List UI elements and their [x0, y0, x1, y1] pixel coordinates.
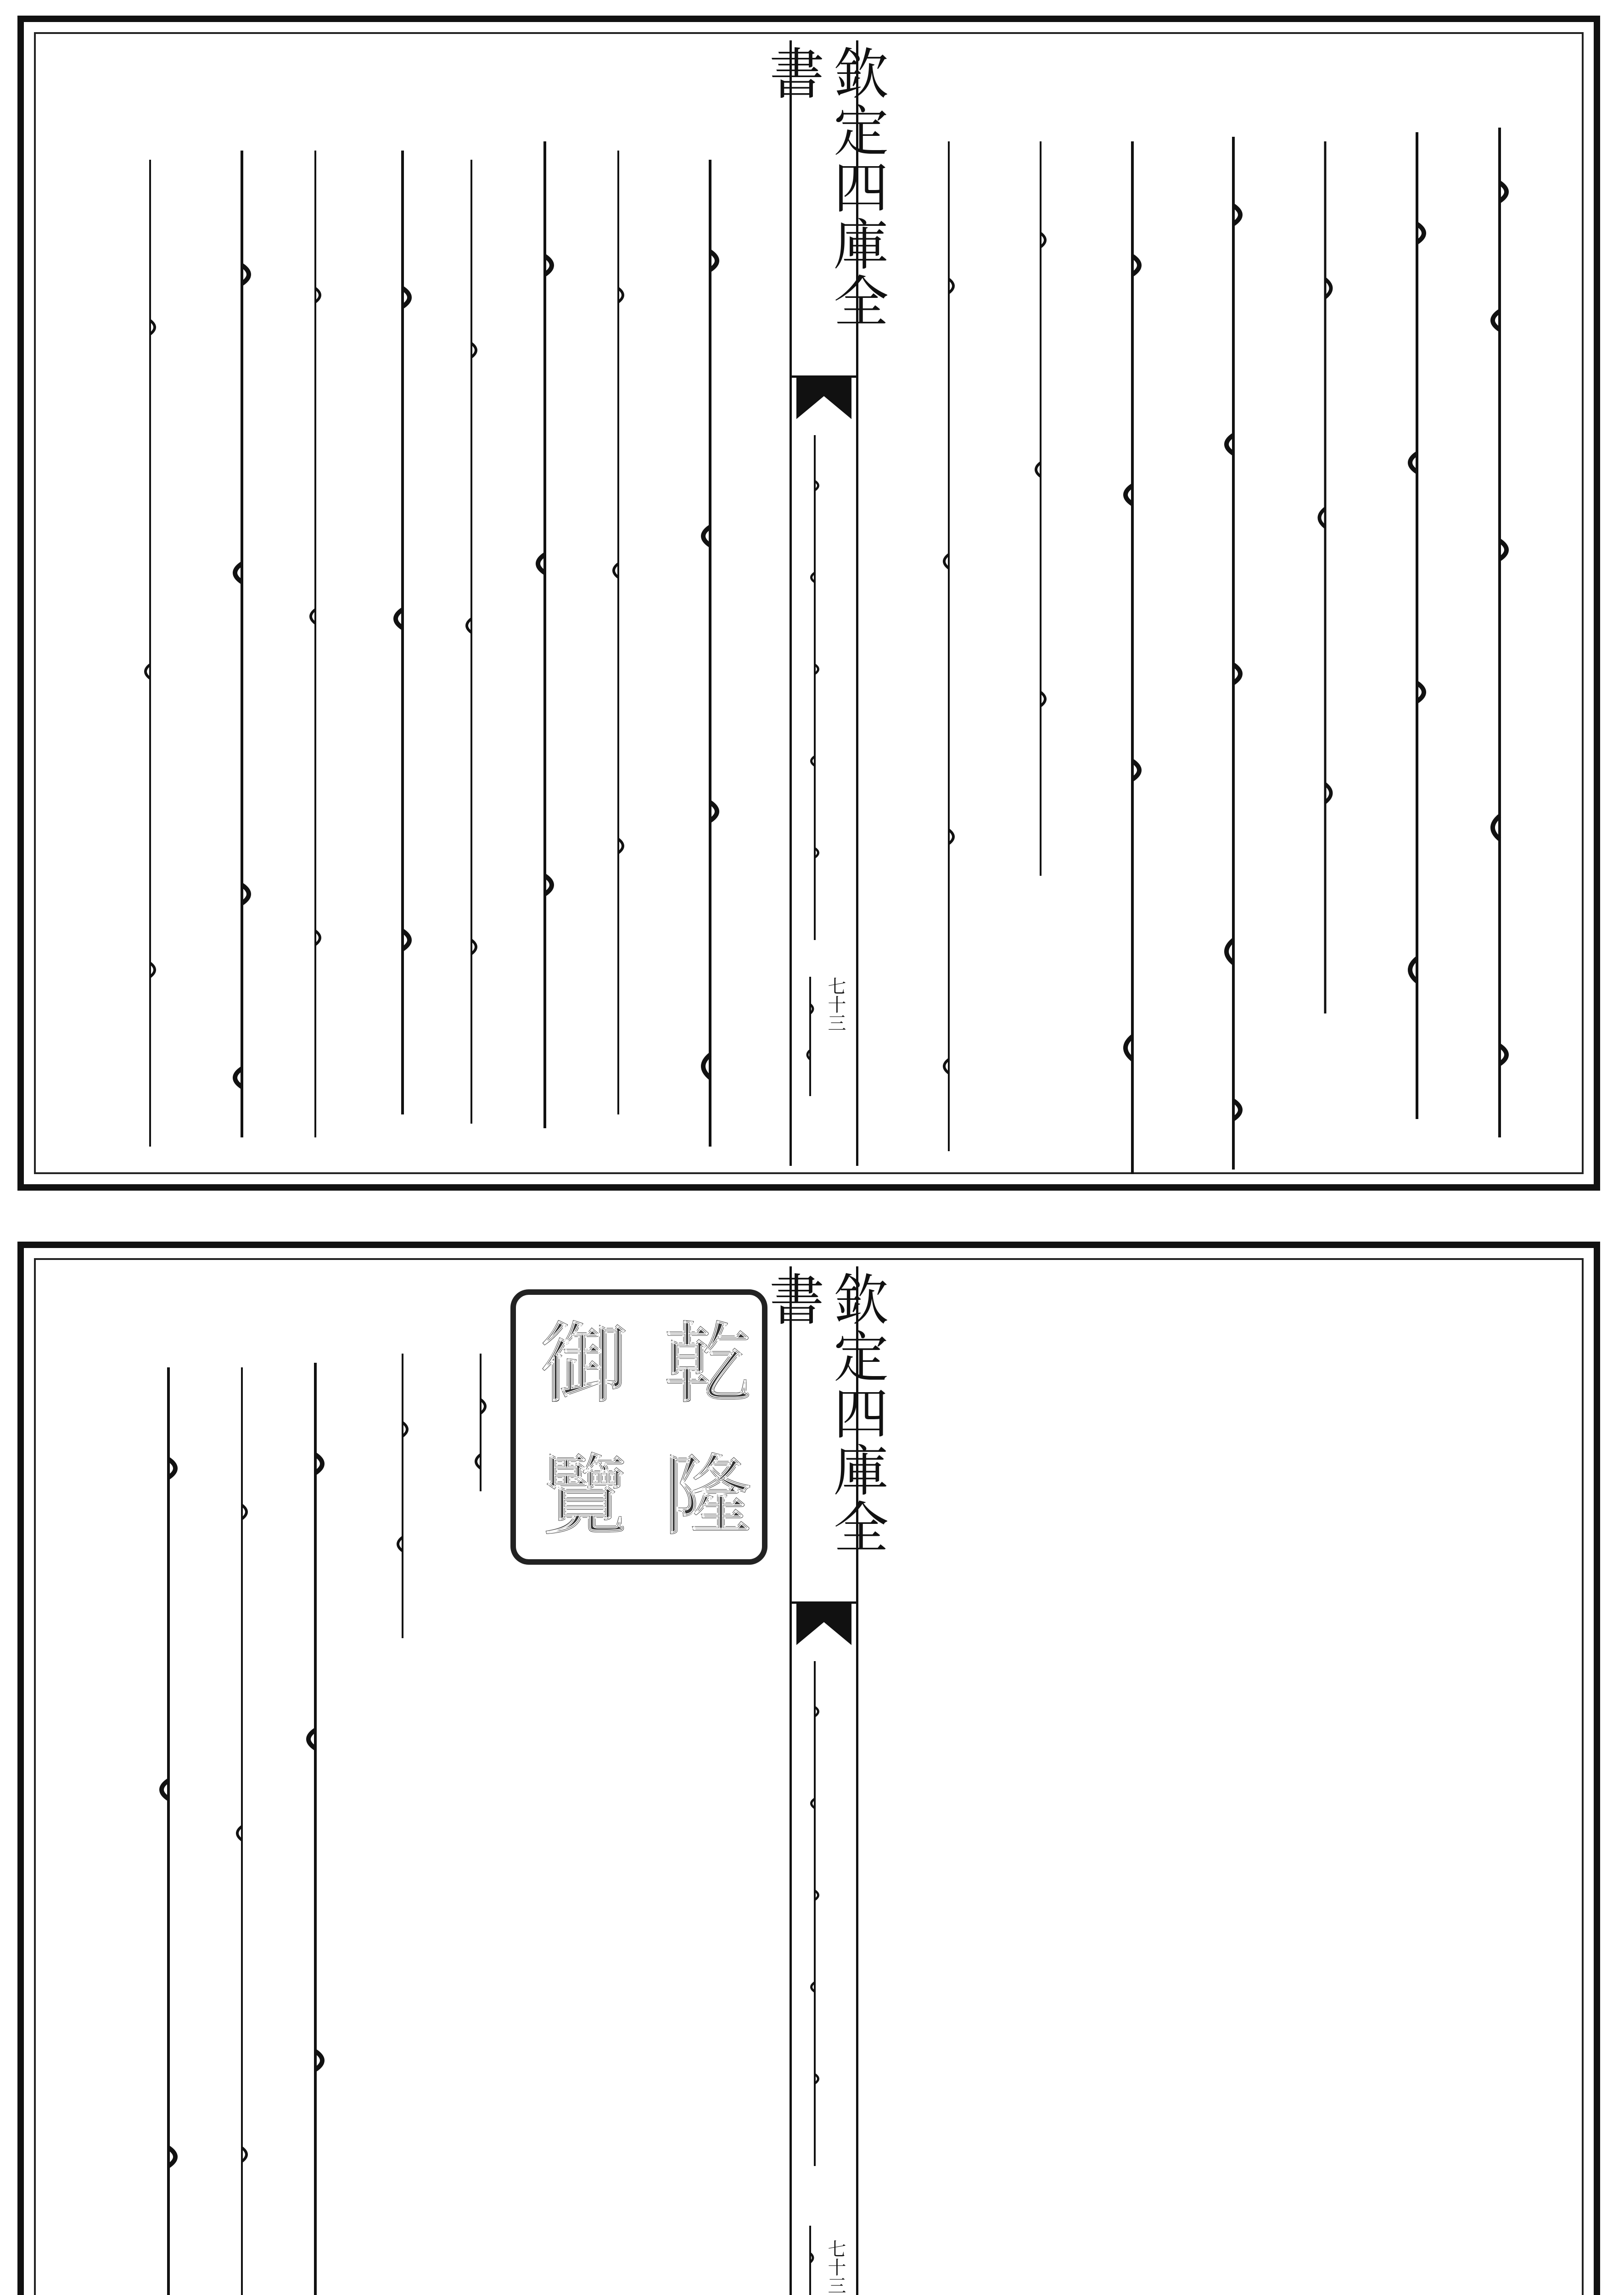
manchu-volume-label — [801, 2226, 819, 2295]
manchu-text-column — [299, 1363, 331, 2295]
manchu-text-column — [1025, 141, 1057, 876]
manchu-text-column — [455, 160, 487, 1124]
top-sheet — [17, 16, 1600, 1191]
manchu-text-column — [386, 1354, 419, 1638]
center-body — [792, 1652, 856, 2295]
manchu-text-column — [1217, 137, 1249, 1170]
folio-number: 七十三 — [825, 2239, 846, 2295]
manchu-text-column — [933, 141, 965, 1151]
manchu-text-column — [465, 1354, 497, 1491]
manchu-text-column — [529, 141, 561, 1128]
center-title: 欽定四庫全書 — [792, 45, 856, 378]
seal-character: 御 — [526, 1317, 629, 1405]
manchu-chapter-heading — [806, 435, 824, 940]
fish-tail-mark — [796, 1604, 851, 1645]
center-column — [760, 40, 888, 1166]
center-title: 欽定四庫全書 — [792, 1271, 856, 1604]
manchu-text-column — [602, 151, 634, 1114]
manchu-text-column — [152, 1367, 185, 2295]
seal-character: 乾 — [650, 1317, 752, 1405]
bottom-sheet — [17, 1242, 1600, 2295]
manchu-text-column — [694, 160, 726, 1147]
seal-character: 覽 — [526, 1450, 629, 1537]
manchu-text-column — [1484, 128, 1516, 1137]
center-column — [760, 1266, 888, 2295]
manchu-volume-label — [801, 977, 819, 1096]
folio-number: 七十三 — [825, 977, 846, 1032]
manchu-text-column — [226, 1367, 258, 2295]
seal-character: 隆 — [650, 1450, 752, 1537]
manchu-text-column — [134, 160, 166, 1147]
manchu-text-column — [386, 151, 419, 1114]
center-body — [792, 426, 856, 1161]
manchu-text-column — [226, 151, 258, 1137]
manchu-text-column — [1116, 141, 1148, 1174]
fish-tail-mark — [796, 378, 851, 419]
manchu-text-column — [299, 151, 331, 1137]
imperial-seal — [510, 1289, 767, 1565]
manchu-text-column — [1401, 132, 1433, 1119]
manchu-text-column — [1309, 141, 1341, 1013]
manchu-chapter-heading — [806, 1661, 824, 2166]
